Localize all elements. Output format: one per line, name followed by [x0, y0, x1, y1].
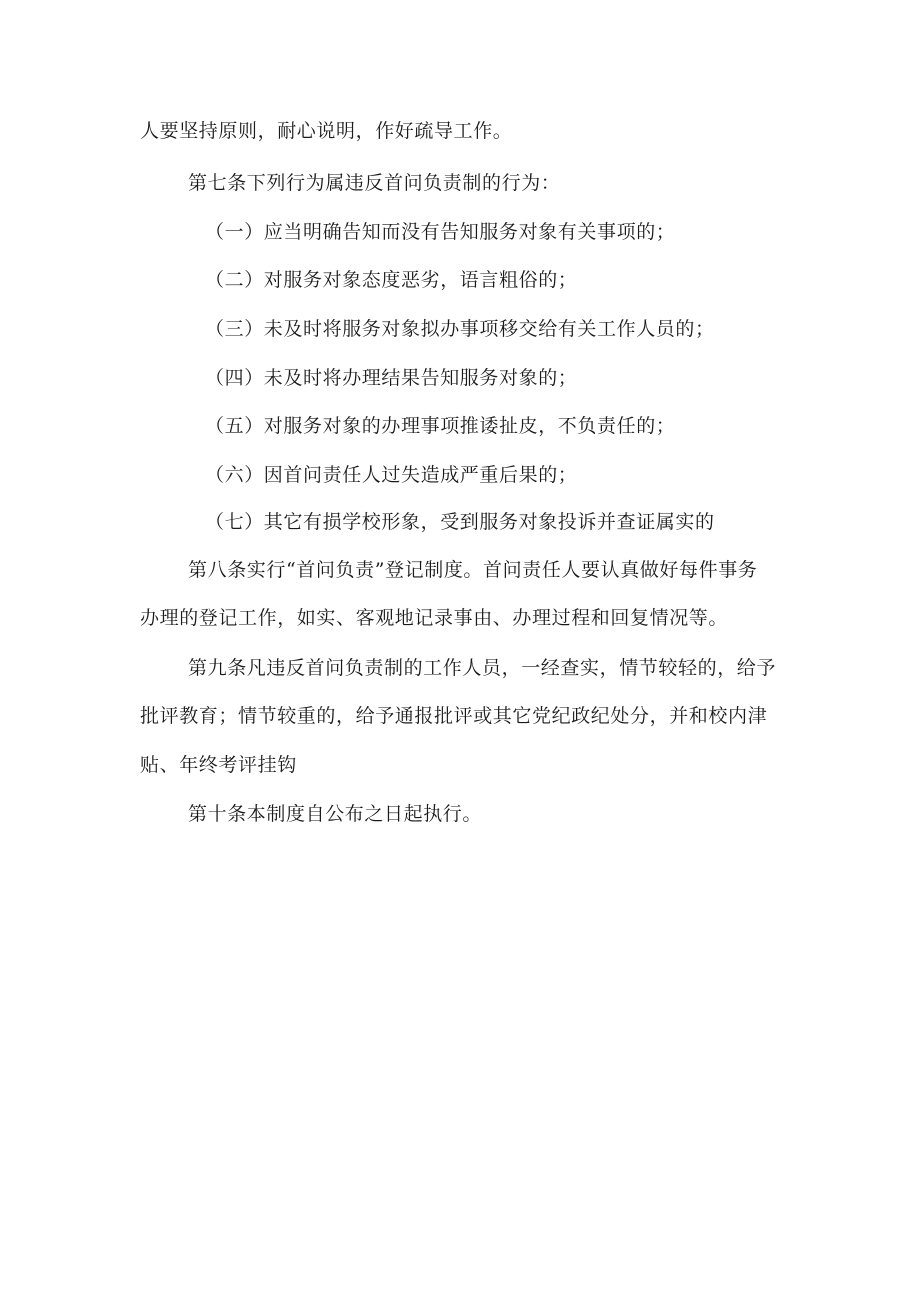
text-line-continuation: 人要坚持原则，耐心说明，作好疏导工作。 — [140, 120, 513, 142]
article-8-line-2: 办理的登记工作，如实、客观地记录事由、办理过程和回复情况等。 — [140, 607, 729, 629]
article-7-item-2: （二）对服务对象态度恶劣，语言粗俗的； — [205, 269, 578, 291]
article-9-line-1: 第九条凡违反首问负责制的工作人员，一经查实，情节较轻的，给予 — [188, 657, 777, 679]
article-9-line-3: 贴、年终考评挂钩 — [140, 754, 297, 776]
article-9-line-2: 批评教育；情节较重的，给予通报批评或其它党纪政纪处分，并和校内津 — [140, 705, 768, 727]
article-8-line-1: 第八条实行“首问负责”登记制度。首问责任人要认真做好每件事务 — [188, 559, 758, 581]
article-7-item-4: （四）未及时将办理结果告知服务对象的； — [205, 367, 578, 389]
article-7-item-7: （七）其它有损学校形象，受到服务对象投诉并查证属实的 — [205, 511, 715, 533]
article-7-item-3: （三）未及时将服务对象拟办事项移交给有关工作人员的； — [205, 318, 715, 340]
article-7-item-5: （五）对服务对象的办理事项推诿扯皮，不负责任的； — [205, 415, 676, 437]
article-7-item-6: （六）因首问责任人过失造成严重后果的； — [205, 464, 578, 486]
article-7-heading: 第七条下列行为属违反首问负责制的行为： — [188, 172, 561, 194]
article-10: 第十条本制度自公布之日起执行。 — [188, 803, 483, 825]
article-7-item-1: （一）应当明确告知而没有告知服务对象有关事项的； — [205, 221, 676, 243]
